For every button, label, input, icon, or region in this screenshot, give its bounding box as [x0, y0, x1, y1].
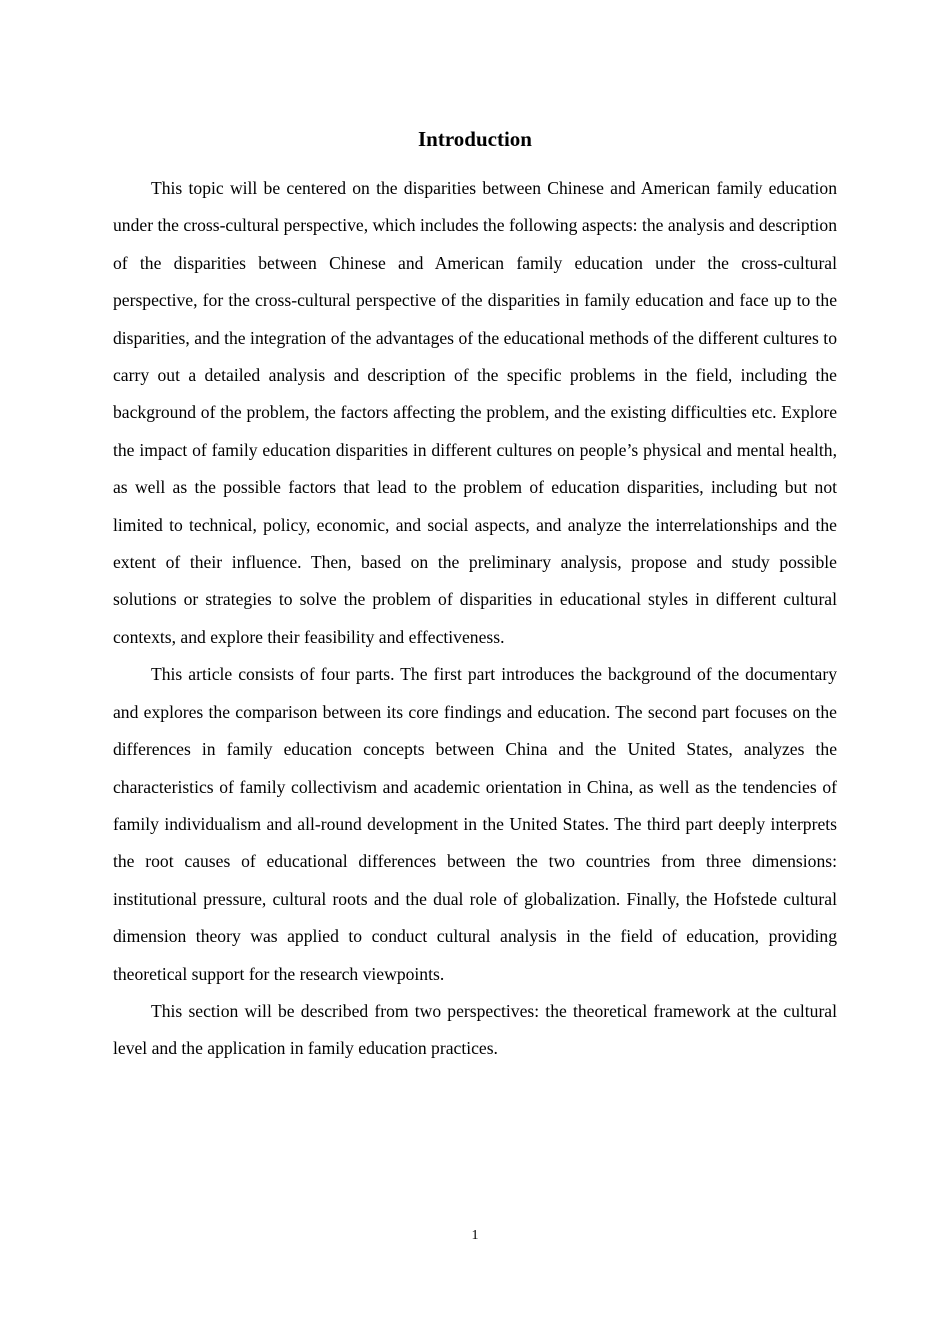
paragraph-2: This article consists of four parts. The first part introduces the background of the documentary and explores the comparison between its core findings and education. The second part focuses on the differences in family education concepts between China and the United States, analyzes the characteristics of family collectivism and academic orientation in China, as well as the tendencies of family individualism and all-round development in the United States. The third part deeply interprets the root causes of educational differences between the two countries from three dimensions: institutional pressure, cultural roots and the dual role of globalization. Finally, the Hofstede cultural dimension theory was applied to conduct cultural analysis in the field of education, providing theoretical support for the research viewpoints.: [113, 664, 837, 984]
document-body: [113, 170, 837, 1068]
paragraph-3: This section will be described from two perspectives: the theoretical framework at the cultural level and the application in family education practices.: [113, 1000, 837, 1059]
paragraph-1: This topic will be centered on the disparities between Chinese and American family education under the cross-cultural perspective, which includes the following aspects: the analysis and description of the disparities between Chinese and American family education under the cross-cultural perspective, for the cross-cultural perspective of the disparities in family education and face up to the disparities, and the integration of the advantages of the educational methods of the different cultures to carry out a detailed analysis and description of the specific problems in the field, including the background of the problem, the factors affecting the problem, and the existing difficulties etc. Explore the impact of family education disparities in different cultures on people’s physical and mental health, as well as the possible factors that lead to the problem of education disparities, including but not limited to technical, policy, economic, and social aspects, and analyze the interrelationships and the extent of their influence. Then, based on the preliminary analysis, propose and study possible solutions or strategies to solve the problem of disparities in educational styles in different cultural contexts, and explore their feasibility and effectiveness.: [113, 178, 837, 647]
page-number: 1: [471, 1228, 479, 1243]
page-title: Introduction: [418, 127, 532, 151]
